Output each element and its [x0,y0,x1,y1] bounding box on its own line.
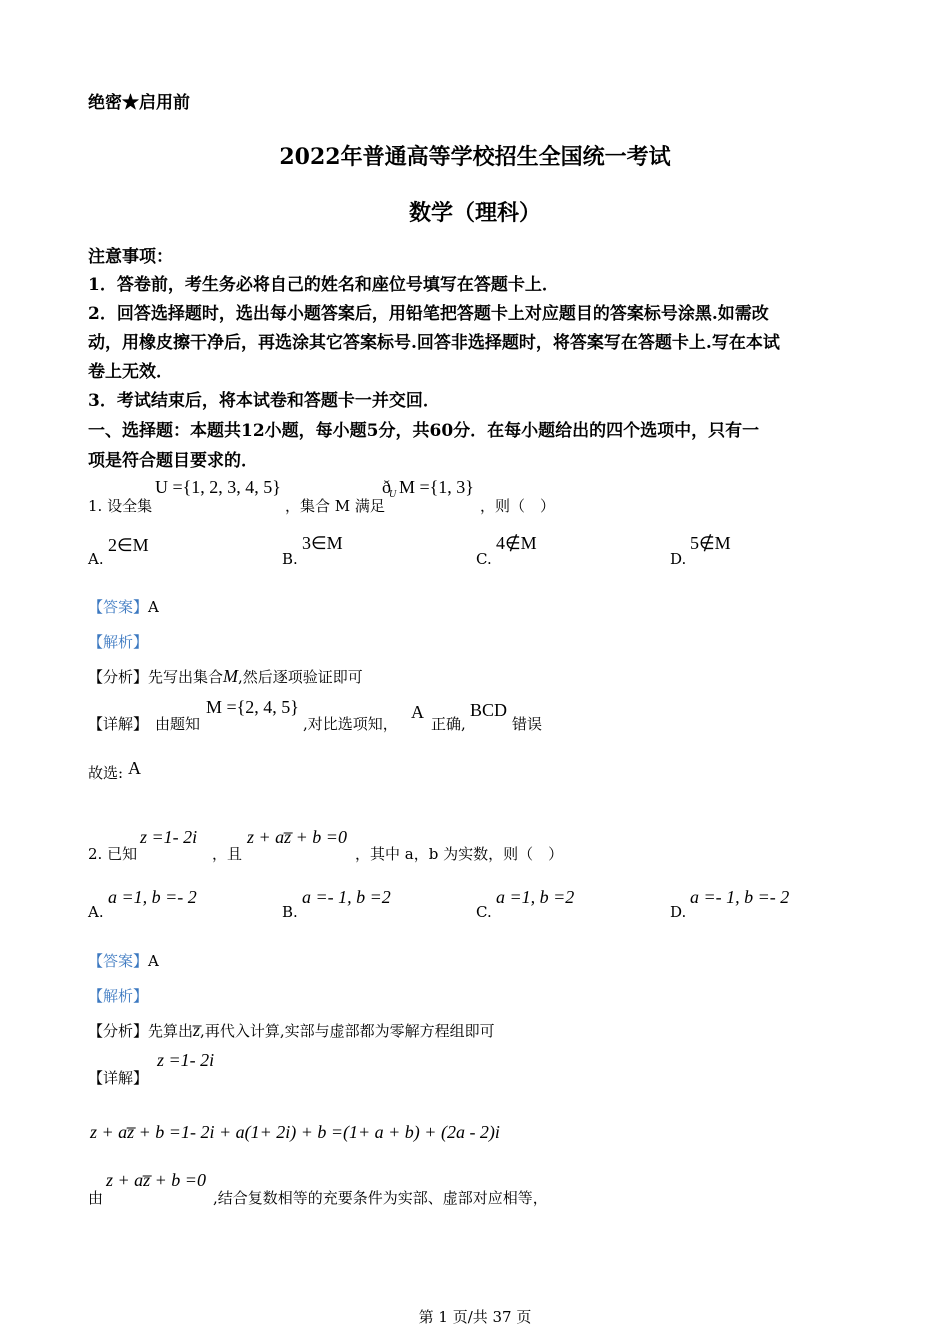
q1-option-d: 5∉M [690,533,731,553]
fenxi-tag: 【分析】 [88,668,149,686]
notice-line: 动，用橡皮擦干净后，再选涂其它答案标号.回答非选择题时，将答案写在答题卡上.写在本试 [88,333,780,353]
q2-option-d: a =- 1, b =- 2 [690,887,790,907]
detail-math: BCD [470,700,508,720]
fenxi-text: 先算出 [148,1022,194,1040]
exam-title: 2022年普通高等学校招生全国统一考试 [279,144,671,170]
section-heading: 一、选择题：本题共12小题，每小题5分，共60分．在每小题给出的四个选项中，只有一 [88,421,760,441]
fenxi-math: z̅ [193,1020,201,1040]
q2-eq1: z =1- 2i [140,827,198,847]
detail-tag: 【详解】 [88,715,149,733]
q2-eq2: z + az̅ + b =0 [247,827,347,847]
q2-option-label: D. [670,903,687,921]
q1-complement-set: M ={1, 3} [399,477,474,497]
equation-line: z + az̅ + b =1- 2i + a(1+ 2i) + b =(1+ a + b) + (2a - 2)i [90,1122,500,1142]
notice-line: 3．考试结束后，将本试卷和答题卡一并交回． [88,391,440,411]
q1-universal-set: U ={1, 2, 3, 4, 5} [155,477,281,497]
detail-text: 错误 [512,715,543,733]
detail-text: 由题知 [155,715,201,733]
q2-suffix: ，其中 a，b 为实数，则（ ） [355,845,564,863]
q2-option-label: A. [88,903,104,921]
choose-value: A [128,758,141,778]
q1-complement-symbol: ð [382,477,391,497]
notice-line: 卷上无效． [88,362,173,382]
exam-subtitle: 数学（理科） [408,200,541,226]
fenxi-tag: 【分析】 [88,1022,149,1040]
q1-option-c: 4∉M [496,533,537,553]
fenxi-math: M [223,666,239,686]
notice-line: 2．回答选择题时，选出每小题答案后，用铅笔把答题卡上对应题目的答案标号涂黑.如需改 [88,304,769,324]
q1-option-label: B. [282,550,298,568]
q1-answer: A [148,598,159,616]
q1-mid: ，集合 M 满足 [285,497,385,515]
q1-option-label: A. [88,550,104,568]
notice-line: 1．答卷前，考生务必将自己的姓名和座位号填写在答题卡上． [88,275,559,295]
q2-option-label: B. [282,903,298,921]
q1-prefix: 1. 设全集 [88,497,153,515]
q2-answer: A [148,952,159,970]
analysis-tag: 【解析】 [88,633,149,651]
choose-text: 故选: [88,764,124,782]
q1-option-b: 3∈M [302,533,343,553]
q1-option-a: 2∈M [108,535,149,555]
detail-text: ,对比选项知， [303,715,398,733]
detail-math: M ={2, 4, 5} [206,697,299,717]
detail-math: A [411,702,424,722]
answer-tag: 【答案】 [88,598,149,616]
detail-math: z =1- 2i [157,1050,215,1070]
notice-heading: 注意事项： [88,247,173,267]
detail-math: z + az̅ + b =0 [106,1170,206,1190]
q2-mid: ，且 [212,845,243,863]
fenxi-text: ,然后逐项验证即可 [238,668,363,686]
q1-suffix: ，则（ ） [480,497,556,515]
secret-label: 绝密★启用前 [88,93,190,113]
detail-text: ,结合复数相等的充要条件为实部、虚部对应相等， [213,1189,548,1207]
q2-option-a: a =1, b =- 2 [108,887,197,907]
fenxi-text: 先写出集合 [148,668,224,686]
q2-prefix: 2. 已知 [88,845,138,863]
detail-text: 由 [88,1189,104,1207]
section-heading: 项是符合题目要求的． [88,451,258,471]
q1-option-label: C. [476,550,492,568]
q2-option-label: C. [476,903,492,921]
q2-option-b: a =- 1, b =2 [302,887,391,907]
fenxi-text: ,再代入计算,实部与虚部都为零解方程组即可 [200,1022,495,1040]
analysis-tag: 【解析】 [88,987,149,1005]
q1-complement-subscript: U [389,489,397,500]
answer-tag: 【答案】 [88,952,149,970]
detail-tag: 【详解】 [88,1069,149,1087]
page-footer: 第 1 页/共 37 页 [418,1308,532,1326]
q2-option-c: a =1, b =2 [496,887,575,907]
q1-option-label: D. [670,550,687,568]
detail-text: 正确, [431,715,466,733]
